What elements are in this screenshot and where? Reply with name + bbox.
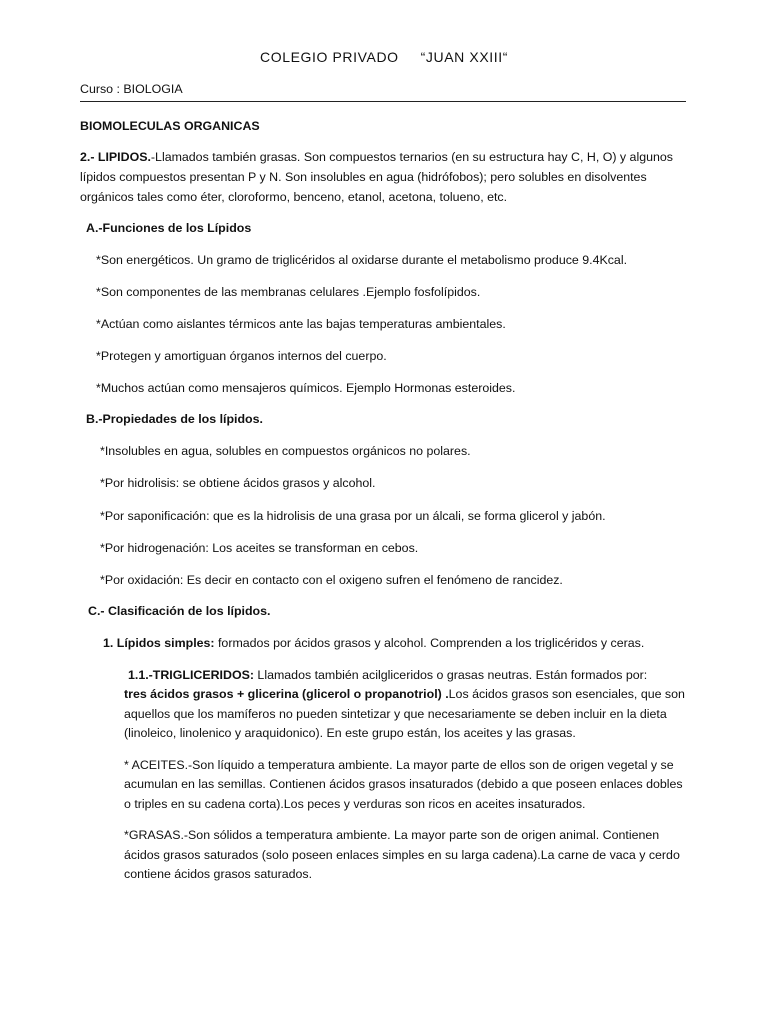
grasas-line-2: ácidos grasos saturados (solo poseen enlaces simples en su larga cadena).La carne de vaca y cerdo (124, 848, 680, 862)
simple-lipids-line: 1. Lípidos simples: formados por ácidos grasos y alcohol. Comprenden a los triglicéridos y ceras. (103, 636, 645, 650)
grasas-line-3: contiene ácidos grasos saturados. (124, 867, 313, 881)
section-a-item: *Actúan como aislantes térmicos ante las bajas temperaturas ambientales. (96, 317, 506, 331)
intro-line-1: 2.- LIPIDOS.-Llamados también grasas. Son compuestos ternarios (en su estructura hay C, H, O) y algunos (80, 150, 673, 164)
course-line: Curso : BIOLOGIA (80, 82, 183, 96)
aceites-line-1: * ACEITES.-Son líquido a temperatura ambiente. La mayor parte de ellos son de origen vegetal y se (124, 758, 674, 772)
section-a-item: *Protegen y amortiguan órganos internos del cuerpo. (96, 349, 387, 363)
trig-line-4: (linoleico, linolenico y araquidonico). En este grupo están, los aceites y las grasas. (124, 726, 576, 740)
section-a-title: A.-Funciones de los Lípidos (86, 221, 252, 235)
section-heading: BIOMOLECULAS ORGANICAS (80, 119, 260, 133)
section-a-item: *Son energéticos. Un gramo de triglicéridos al oxidarse durante el metabolismo produce 9.4Kcal. (96, 253, 628, 267)
header-divider (80, 101, 686, 102)
section-b-item: *Por saponificación: que es la hidrolisis de una grasa por un álcali, se forma glicerol y jabón. (100, 509, 606, 523)
trig-line-3: aquellos que los mamíferos no pueden sintetizar y que necesariamente se deben incluir en la dieta (124, 707, 667, 721)
intro-line-3: orgánicos tales como éter, cloroformo, benceno, etanol, acetona, tolueno, etc. (80, 190, 508, 204)
intro-line-2: lípidos compuestos presentan P y N. Son insolubles en agua (hidrófobos); pero solubles en disolventes (80, 170, 647, 184)
document-title (0, 47, 768, 67)
section-b-item: *Por hidrolisis: se obtiene ácidos grasos y alcohol. (100, 476, 376, 490)
grasas-line-1: *GRASAS.-Son sólidos a temperatura ambiente. La mayor parte son de origen animal. Contienen (124, 828, 660, 842)
trig-line-2: tres ácidos grasos + glicerina (glicerol o propanotriol) .Los ácidos grasos son esenciales, que son (124, 687, 685, 701)
aceites-line-3: o triples en su cadena corta).Los peces y verduras son ricos en aceites insaturados. (124, 797, 586, 811)
section-c-title: C.- Clasificación de los lípidos. (88, 604, 271, 618)
aceites-line-2: acumulan en las semillas. Contienen ácidos grasos insaturados (debido a que poseen enlaces dobles (124, 777, 683, 791)
section-a-item: *Son componentes de las membranas celulares .Ejemplo fosfolípidos. (96, 285, 481, 299)
school-name: “JUAN XXIII“ (420, 49, 508, 65)
section-b-item: *Insolubles en agua, solubles en compuestos orgánicos no polares. (100, 444, 471, 458)
trig-line-1: 1.1.-TRIGLICERIDOS: Llamados también acilgliceridos o grasas neutras. Están formados por: (128, 668, 648, 682)
section-b-item: *Por hidrogenación: Los aceites se transforman en cebos. (100, 541, 419, 555)
school-label: COLEGIO PRIVADO (260, 49, 399, 65)
section-b-title: B.-Propiedades de los lípidos. (86, 412, 263, 426)
section-b-item: *Por oxidación: Es decir en contacto con el oxigeno sufren el fenómeno de rancidez. (100, 573, 563, 587)
section-a-item: *Muchos actúan como mensajeros químicos. Ejemplo Hormonas esteroides. (96, 381, 516, 395)
